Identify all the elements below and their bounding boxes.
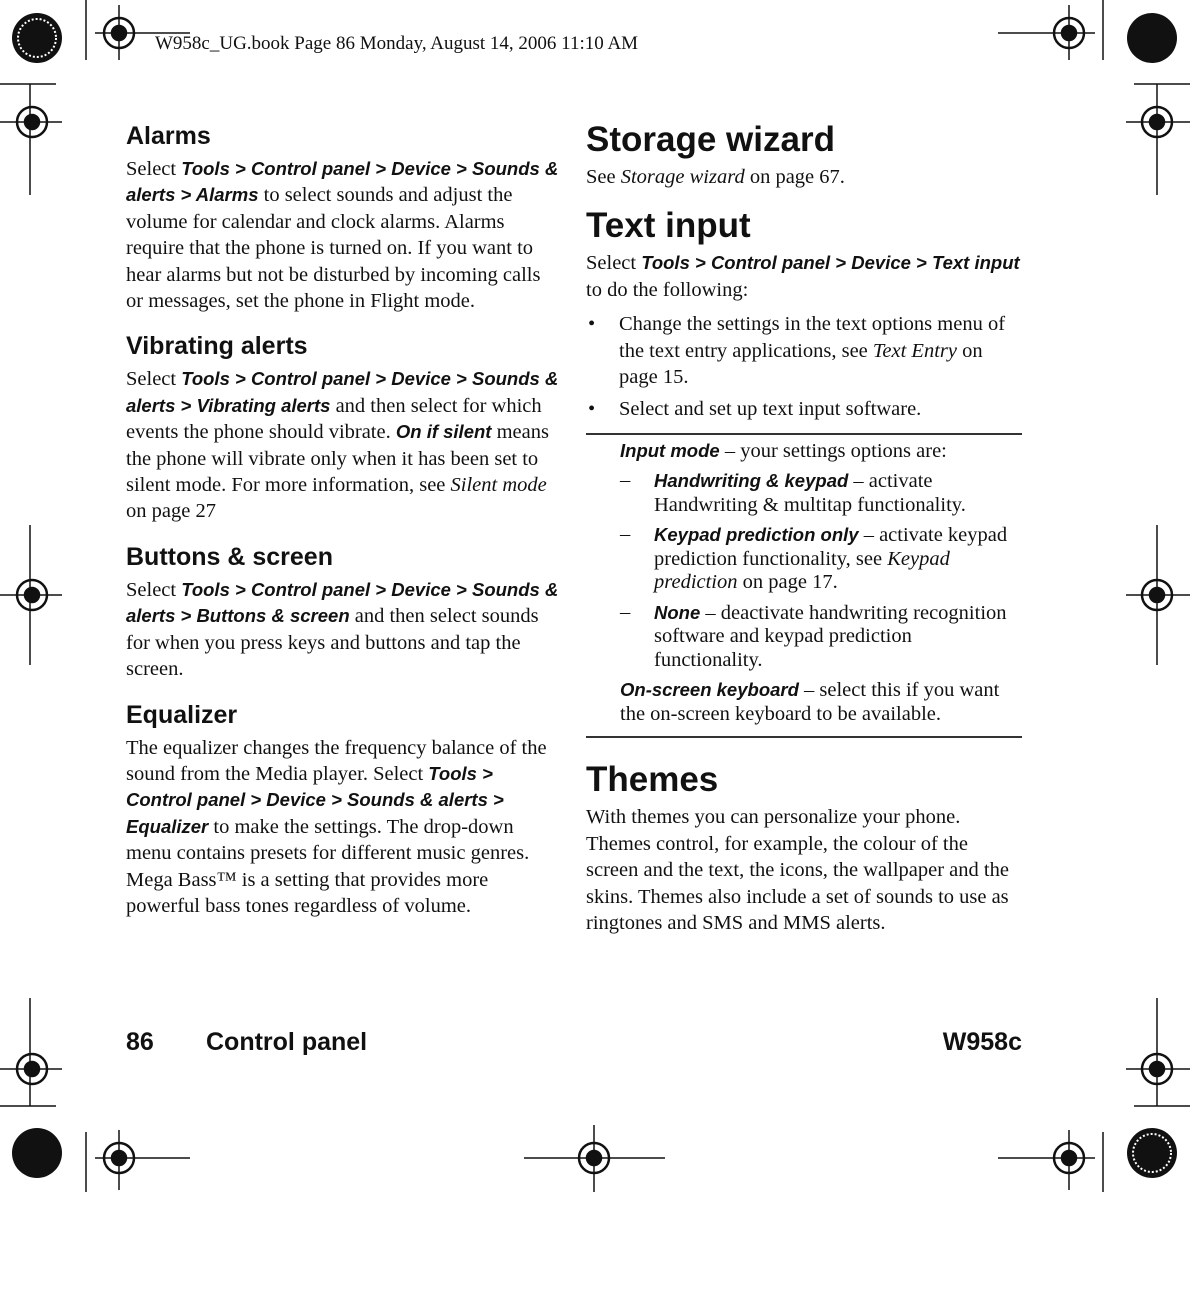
text: on page 17. [737,571,838,594]
cross-reference: Silent mode [450,474,547,497]
heading-buttons-screen: Buttons & screen [126,542,333,571]
text: Select [586,252,642,275]
text: – your settings options are: [719,439,947,462]
text: Change the settings in the text options menu of the text entry applications, see [619,313,1006,362]
text-input-bullets [586,311,1022,423]
text: on page 15. [619,339,983,389]
menu-path: Tools > Control panel > Device > Sounds & alerts > Equalizer [126,762,504,837]
menu-option: Input mode [620,439,720,461]
menu-option: Keypad prediction only [654,524,859,546]
menu-path: Tools > Control panel > Device > Sounds & alerts > Alarms [126,158,559,206]
input-mode-text [620,439,1022,464]
text: – select this if you want the on-screen keyboard to be available. [620,679,1000,725]
page-footer-left [126,1028,367,1057]
list-item: • Select and set up text input software. [586,396,1022,422]
text: to do the following: [586,278,749,301]
text: See [586,166,621,188]
menu-path: Tools > Control panel > Device > Sounds & alerts > Buttons & screen [126,578,559,627]
text: Select [126,578,182,601]
section-themes [586,760,1022,936]
heading-themes: Themes [586,760,719,800]
settings-note-box [586,433,1022,739]
text-input-intro [586,250,1022,303]
section-buttons-screen [126,541,559,683]
footer-model-name: W958c [942,1028,1022,1056]
cross-reference: Text Entry [872,339,957,362]
list-item [620,601,1022,673]
equalizer-text [126,735,559,920]
section-text-input [586,206,1022,738]
input-mode-options [620,469,1022,672]
menu-option: Handwriting & keypad [654,470,849,492]
heading-alarms: Alarms [126,122,211,150]
heading-vibrating-alerts: Vibrating alerts [126,332,308,361]
text: – deactivate handwriting recognition software and keypad prediction functionality. [654,601,1007,671]
menu-path: Tools > Control panel > Device > Text input [641,252,1020,274]
section-vibrating-alerts [126,330,559,524]
section-storage-wizard [586,120,1022,190]
list-item [620,469,1022,517]
cross-reference: Storage wizard [620,166,745,188]
buttons-screen-text [126,577,559,683]
heading-equalizer: Equalizer [126,700,238,729]
text: and then select sounds for when you press keys and buttons and tap the screen. [126,605,539,681]
right-column [586,120,1022,952]
alarms-text [126,156,559,314]
text: and then select for which events the phone should vibrate. [126,394,542,444]
heading-storage-wizard: Storage wizard [586,120,835,159]
text: Select [126,368,182,391]
menu-option: On-screen keyboard [620,679,799,701]
print-slug: W958c_UG.book Page 86 Monday, August 14, 2006 11:10 AM [155,33,639,54]
text: means the phone will vibrate only when it has been set to silent mode. For more information, see [126,421,549,497]
menu-option: On if silent [395,421,492,443]
storage-wizard-text [586,164,1022,190]
menu-path: Tools > Control panel > Device > Sounds & alerts > Vibrating alerts [126,368,559,416]
themes-text: With themes you can personalize your phone. Themes control, for example, the colour of the screen and the text, the icons, the wallpaper and the skins. Themes also include a set of sounds to use as ringtones and SMS and MMS alerts. [586,806,1009,934]
text: Select [126,158,182,180]
heading-text-input: Text input [586,206,751,246]
text: to make the settings. The drop-down menu contains presets for different music genres. Mega Bass™ is a setting that provides more powerful bass tones regardless of volume. [126,815,530,917]
menu-option: None [654,601,701,623]
vibrating-alerts-text [126,366,559,524]
section-equalizer [126,699,559,920]
text: – activate keypad prediction functionality, see [654,524,1008,570]
text: – activate Handwriting & multitap functionality. [654,470,966,516]
page-number: 86 [126,1028,154,1056]
text: on page 67. [744,166,845,188]
cross-reference: Keypad prediction [654,547,950,594]
footer-section-title: Control panel [206,1028,368,1056]
list-item [586,311,1022,390]
on-screen-keyboard-text [620,678,1022,726]
left-column [126,120,559,935]
text: on page 27 [126,500,216,523]
list-item [620,523,1022,595]
text: The equalizer changes the frequency balance of the sound from the Media player. Select [126,736,547,785]
text: to select sounds and adjust the volume for calendar and clock alarms. Alarms require that the phone is turned on. If you want to hear alarms but not be disturbed by incoming calls or messages, set the phone in Flight mode. [126,184,541,313]
section-alarms [126,120,559,314]
